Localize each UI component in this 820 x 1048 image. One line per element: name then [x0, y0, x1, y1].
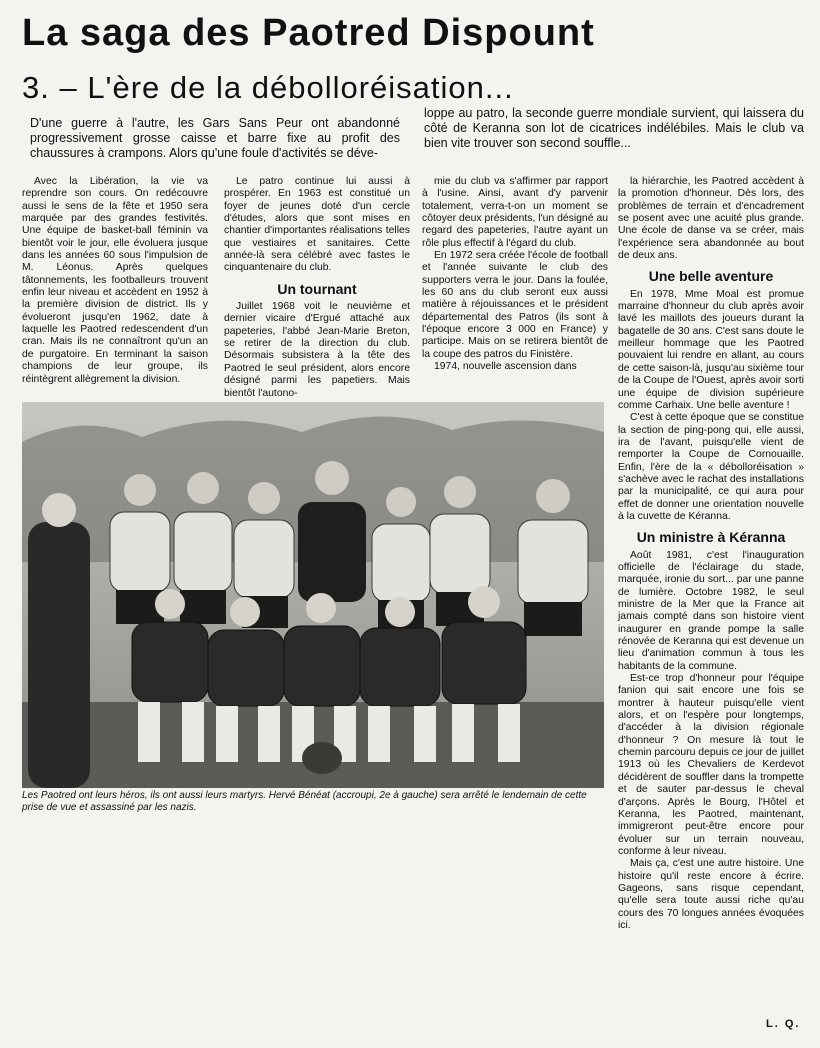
col4-paragraph-1: la hiérarchie, les Paotred accèdent à la promotion d'honneur. Dès lors, des problèmes de terrain et d'encadrement se posent avec une acuité plus grande. Une école de danse va se créer, mais l'expérience sera abandonnée au bout de deux ans. — [618, 176, 804, 262]
intro-part-1: D'une guerre à l'autre, les Gars Sans Peur ont abandonné progressivement grosse caisse et barre fixe au profit des chaussures à crampons. Alors qu'une foule d'activités se déve- — [30, 116, 400, 160]
column-3 — [422, 176, 608, 374]
col4-paragraph-4: Août 1981, c'est l'inauguration officielle de l'éclairage du stade, marquée, ironie du sort... par une panne de lumière. Octobre 1982, le seul ministre de la Mer que la France ait jamais compté dans son histoire vient inaugurer en grande pompe la salle rénovée de Keranna qui est devenue un lieu d'animation commun à tous les habitants de la commune. — [618, 549, 804, 672]
col4-paragraph-6: Mais ça, c'est une autre histoire. Une histoire qu'il reste encore à écrire. Gageons, sans risque cependant, qu'elle sera toute aussi riche qu'au cours des 70 longues années évoquées ici. — [618, 858, 804, 931]
col3-paragraph-3: 1974, nouvelle ascension dans — [434, 361, 577, 373]
photo-caption: Les Paotred ont leurs héros, ils ont aussi leurs martyrs. Hervé Bénéat (accroupi, 2e à gauche) sera arrêté le lendemain de cette prise de vue et assassiné par les nazis. — [22, 790, 587, 813]
author-signature: L. Q. — [766, 1018, 801, 1030]
col4-paragraph-3: C'est à cette époque que se constitue la section de ping-pong qui, elle aussi, ira de l'avant, puisqu'elle vient de remporter la Coupe de Cornouaille. Enfin, l'ère de la « débolloréisation » s'achève avec le rachat des installations par la municipalité, ce qui aura pour effet de donner une orientation nouvelle à la cuvette de Kéranna. — [618, 412, 804, 522]
col4-heading-2: Un ministre à Kéranna — [636, 529, 786, 546]
headline-subtitle: 3. – L'ère de la débolloréisation... — [22, 70, 514, 105]
col4-paragraph-2: En 1978, Mme Moal est promue marraine d'honneur du club après avoir lavé les maillots des joueurs durant la bagatelle de 30 ans. C'est sans doute le meilleur hommage que les Paotred pouvaient lui rendre en allant, au cours de cette saison-là, jusqu'au sixième tour de la Coupe de l'Ouest, après avoir sorti une équipe de division supérieure comme Carhaix. Une belle aventure ! — [618, 288, 804, 411]
team-photo-illustration — [22, 402, 604, 788]
team-photo — [22, 402, 604, 788]
intro-part-2: loppe au patro, la seconde guerre mondiale survient, qui laissera du côté de Keranna son lot de cicatrices indélébiles. Mais le club va bien vite trouver son second souffle... — [424, 106, 804, 150]
column-2 — [224, 176, 410, 400]
headline-title: La saga des Paotred Dispount — [22, 12, 595, 54]
col2-heading: Un tournant — [277, 280, 357, 297]
col4-heading-1: Une belle aventure — [648, 268, 774, 285]
col1-paragraph: Avec la Libération, la vie va reprendre son cours. On redécouvre aussi le sens de la fête et 1950 sera marquée par des grandes festivités. Une équipe de basket-ball féminin va bientôt voir le jour, elle évoluera jusque dans les années 60 sous l'impulsion de M. Léonus. Après quelques tâtonnements, les footballeurs trouvent enfin leur niveau et accèdent en 1952 à la première division de district. Ils y évolueront jusqu'en 1962, date à laquelle les Paotred redescendent d'un cran. Mais ils ne connaîtront qu'un an de purgatoire. En terminant la saison champions de leur groupe, ils réintègrent allègrement la division. — [22, 176, 208, 385]
col2-paragraph-1: Le patro continue lui aussi à prospérer. En 1963 est constitué un foyer de jeunes doté d'un cercle d'études, alors que sont mises en chantier d'importantes réalisations telles que vestiaires et sanitaires. Cette année-là sera célébré avec fastes le cinquantenaire du club. — [224, 176, 410, 274]
column-1 — [22, 176, 208, 386]
col2-paragraph-2: Juillet 1968 voit le neuvième et dernier vicaire d'Ergué attaché aux papeteries, l'abbé Jean-Marie Breton, se retirer de la direction du club. Désormais subsistera à la tête des Paotred le seul président, alors encore désigné parmi les papetiers. Mais bientôt l'autono- — [224, 301, 410, 399]
col3-paragraph-2: En 1972 sera créée l'école de football et l'année suivante le club des supporters verra le jour. Dans la foulée, les 60 ans du club seront eux aussi matière à réjouissances et le président départemental des Patros (ils sont à l'époque encore 3 000 en France) y participe. Mais on se retirera bientôt de la coupe des patros du Finistère. — [422, 250, 608, 360]
col4-paragraph-5: Est-ce trop d'honneur pour l'équipe fanion qui sait encore une fois se montrer à hauteur puisqu'elle vient alors, et on l'espère pour longtemps, d'accéder à la division régionale d'honneur ? On mesure là tout le chemin parcouru depuis ce jour de juillet 1913 où les Chevaliers de Kerdevot décidèrent de souffler dans la trompette et de sauter par-dessus le cheval d'arçons. Après le Bourg, l'Hôtel et Keranna, les Paotred, maintenant, immigreront peut-être encore pour évoluer sur un terrain nouveau, conforme à leur niveau. — [618, 673, 804, 857]
column-4 — [618, 176, 804, 932]
col3-paragraph-1: mie du club va s'affirmer par rapport à l'usine. Ainsi, avant d'y parvenir totalement, verra-t-on un moment se côtoyer deux présidents, l'un désigné au regard des papeteries, l'autre ayant un rôle plus effectif à l'égard du club. — [422, 176, 608, 249]
